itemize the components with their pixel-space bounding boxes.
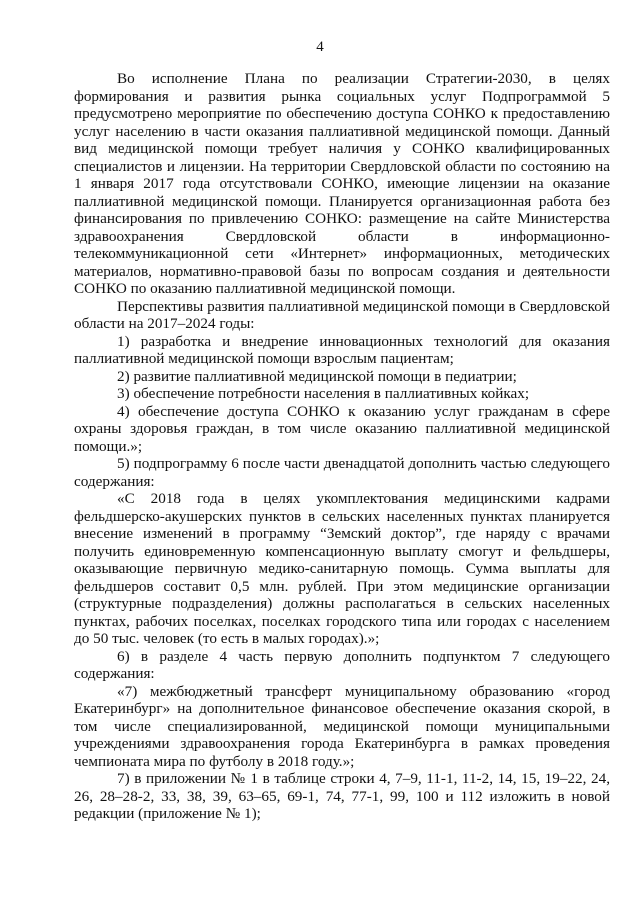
- paragraph-perspectives-intro: Перспективы развития паллиативной медицинской помощи в Свердловской области на 2017–2024 годы:: [74, 297, 610, 332]
- paragraph-strategy-2030: Во исполнение Плана по реализации Стратегии-2030, в целях формирования и развития рынка социальных услуг Подпрограммой 5 предусмотрено мероприятие по обеспечению доступа СОНКО к предоставлению услуг населению в части оказания паллиативной медицинской помощи. Данный вид медицинской помощи требует наличия у СОНКО квалифицированных специалистов и лицензии. На территории Свердловской области по состоянию на 1 января 2017 года отсутствовали СОНКО, имеющие лицензии на оказание паллиативной медицинской помощи. Планируется организационная работа без финансирования по привлечению СОНКО: размещение на сайте Министерства здравоохранения Свердловской области в информационно-телекоммуникационной сети «Интернет» информационных, методических материалов, нормативно-правовой базы по вопросам создания и деятельности СОНКО по оказанию паллиативной медицинской помощи.: [74, 70, 610, 297]
- list-item-3: 3) обеспечение потребности населения в паллиативных койках;: [117, 385, 530, 402]
- amendment-item-7: 7) в приложении № 1 в таблице строки 4, 7–9, 11-1, 11-2, 14, 15, 19–22, 24, 26, 28–28-2, 33, 38, 39, 63–65, 69-1, 74, 77-1, 99, 100 и 112 изложить в новой редакции (приложение № 1);: [74, 770, 610, 822]
- list-item-4: 4) обеспечение доступа СОНКО к оказанию услуг гражданам в сфере охраны здоровья граждан, в том числе оказанию паллиативной медицинской помощи.»;: [74, 402, 610, 455]
- page-number: 4: [316, 39, 324, 55]
- amendment-item-5: 5) подпрограмму 6 после части двенадцатой дополнить частью следующего содержания:: [74, 455, 610, 490]
- quoted-text-zemsky-doctor: «С 2018 года в целях укомплектования медицинскими кадрами фельдшерско-акушерских пунктов в сельских населенных пунктах планируется внесение изменений в программу “Земский доктор”, где наряду с врачами получить единовременную компенсационную выплату смогут и фельдшеры, оказывающие первичную медико-санитарную помощь. Сумма выплаты для фельдшеров составит 0,5 млн. рублей. При этом медицинские организации (структурные подразделения) должны располагаться в сельских населенных пунктах, рабочих поселках, поселках городского типа или городах с населением до 50 тыс. человек (то есть в малых городах).»;: [74, 490, 610, 647]
- amendment-item-6: 6) в разделе 4 часть первую дополнить подпунктом 7 следующего содержания:: [74, 647, 610, 682]
- document-body: [74, 70, 610, 823]
- list-item-1: 1) разработка и внедрение инновационных технологий для оказания паллиативной медицинской помощи взрослым пациентам;: [74, 332, 610, 367]
- quoted-text-subitem-7: «7) межбюджетный трансферт муниципальному образованию «город Екатеринбург» на дополнительное финансовое обеспечение оказания скорой, в том числе специализированной, медицинской помощи муниципальными учреждениями здравоохранения города Екатеринбурга в рамках проведения чемпионата мира по футболу в 2018 году.»;: [74, 682, 610, 770]
- list-item-2: 2) развитие паллиативной медицинской помощи в педиатрии;: [117, 367, 517, 385]
